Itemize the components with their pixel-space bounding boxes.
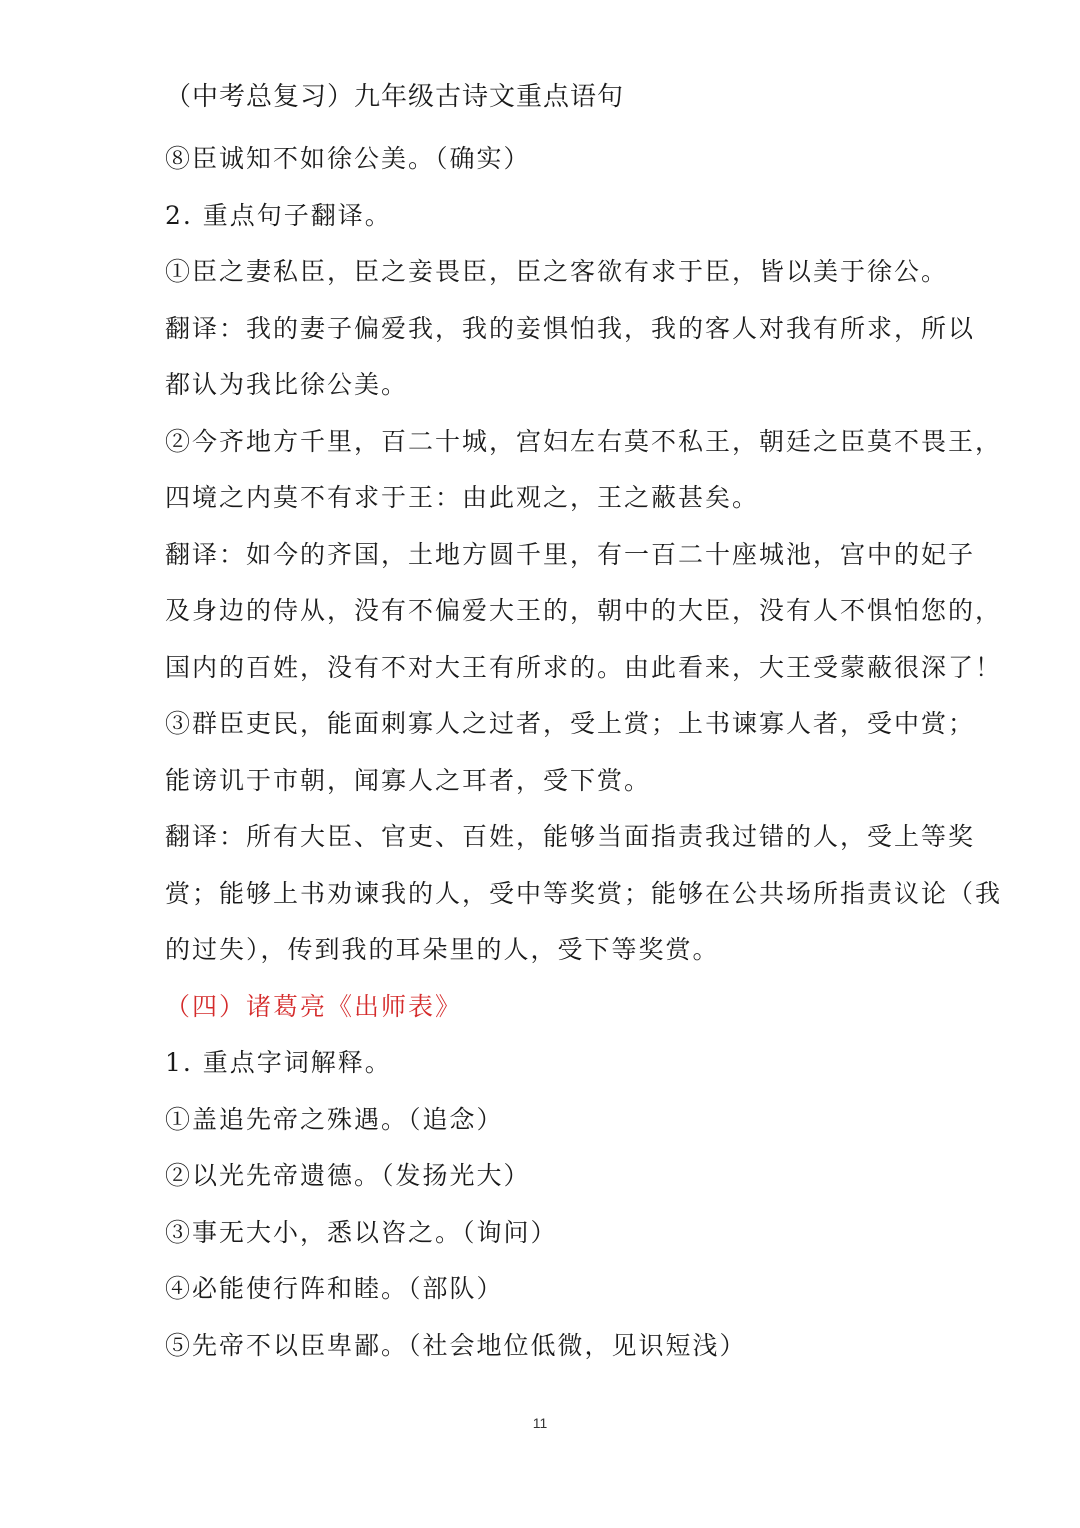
text-line: ①臣之妻私臣，臣之妾畏臣，臣之客欲有求于臣，皆以美于徐公。 [165,257,949,286]
text-line: ②以光先帝遗德。（发扬光大） [165,1161,531,1190]
text-line: 的过失），传到我的耳朵里的人，受下等奖赏。 [165,935,720,964]
text-line: ①盖追先帝之殊遇。（追念） [165,1105,504,1134]
text-line: 四境之内莫不有求于王：由此观之，王之蔽甚矣。 [165,483,760,512]
text-line: 赏；能够上书劝谏我的人，受中等奖赏；能够在公共场所指责议论（我 [165,879,1003,908]
page-header-title: （中考总复习）九年级古诗文重点语句 [165,82,625,112]
text-line: ⑧臣诚知不如徐公美。（确实） [165,144,531,173]
text-line: ③群臣吏民，能面刺寡人之过者，受上赏；上书谏寡人者，受中赏； [165,709,976,738]
text-line: 翻译：如今的齐国，土地方圆千里，有一百二十座城池，宫中的妃子 [165,540,976,569]
text-line: 翻译：我的妻子偏爱我，我的妾惧怕我，我的客人对我有所求，所以 [165,314,976,343]
text-line: ③事无大小，悉以咨之。（询问） [165,1218,558,1247]
text-line: 国内的百姓，没有不对大王有所求的。由此看来，大王受蒙蔽很深了！ [165,653,1003,682]
text-line: 及身边的侍从，没有不偏爱大王的，朝中的大臣，没有人不惧怕您的， [165,596,1003,625]
text-line: ⑤先帝不以臣卑鄙。（社会地位低微，见识短浅） [165,1331,747,1360]
subheading-word-explanation: 1. 重点字词解释。 [165,1048,392,1077]
text-line: ④必能使行阵和睦。（部队） [165,1274,504,1303]
text-line: ②今齐地方千里，百二十城，宫妇左右莫不私王，朝廷之臣莫不畏王， [165,427,1003,456]
subheading-sentence-translation: 2. 重点句子翻译。 [165,201,392,230]
text-line: 都认为我比徐公美。 [165,370,409,399]
text-line: 能谤讥于市朝，闻寡人之耳者，受下赏。 [165,766,652,795]
page-number: 11 [532,1415,548,1431]
text-line: 翻译：所有大臣、官吏、百姓，能够当面指责我过错的人，受上等奖 [165,822,976,851]
section-heading: （四）诸葛亮《出师表》 [165,992,463,1021]
